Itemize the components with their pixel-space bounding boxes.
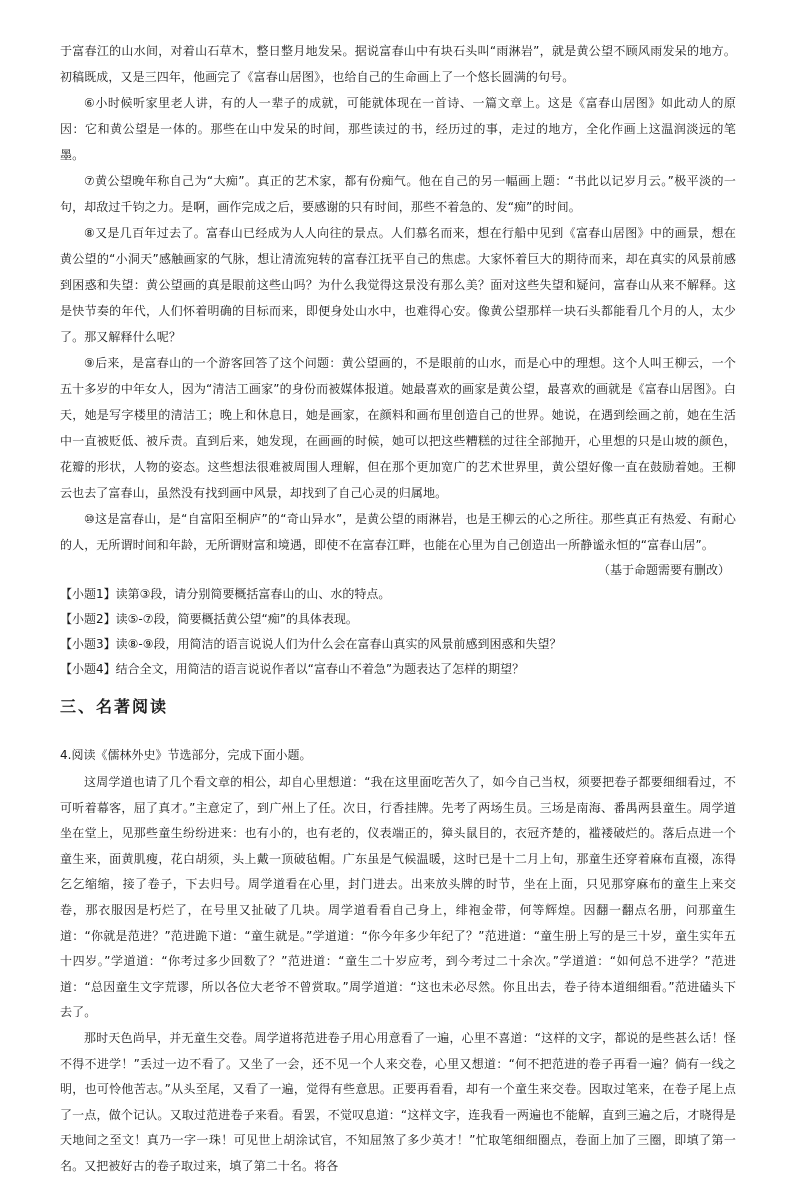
excerpt-paragraph: 那时天色尚早，并无童生交卷。周学道将范进卷子用心用意看了一遍，心里不喜道：“这样的文字，都说的是些甚么话！怪不得不进学！”丢过一边不看了。又坐了一会，还不见一个人来交卷，心里又想道：“何不把范进的卷子再看一遍？倘有一线之明，也可怜他苦志。”从头至尾，又看了一遍，觉得有些意思。正要再看看，却有一个童生来交卷。因取过笔来，在卷子尾上点了一点，做个记认。又取过范进卷子来看。看罢，不觉叹息道：“这样文字，连我看一两遍也不能解，直到三遍之后，才晓得是天地间之至文！真乃一字一珠！可见世上胡涂试官，不知屈煞了多少英才！”忙取笔细细圈点，卷面上加了三圈，即填了第一名。又把被好古的卷子取过来，填了第二十名。将各 [60, 1030, 736, 1173]
item-4 [60, 742, 736, 1180]
question-item: 【小题3】读⑧-⑨段，用简洁的语言说说人们为什么会在富春山真实的风景前感到困惑和失望？ [60, 637, 562, 651]
section-title: 三、名著阅读 [60, 697, 169, 716]
passage-paragraph: ⑥小时候听家里老人讲，有的人一辈子的成就，可能就体现在一首诗、一篇文章上。这是《富春山居图》如此动人的原因：它和黄公望是一体的。那些在山中发呆的时间，那些读过的书，经历过的事，走过的地方，全化作画上这温润淡远的笔墨。 [60, 96, 736, 162]
question-list [60, 582, 736, 682]
passage-paragraph: ⑧又是几百年过去了。富春山已经成为人人向往的景点。人们慕名而来，想在行船中见到《富春山居图》中的画景，想在黄公望的“小洞天”感触画家的气脉，想让清流宛转的富春江抚平自己的焦虑。大家怀着巨大的期待而来，却在真实的风景前感到困惑和失望：黄公望画的真是眼前这些山吗？为什么我觉得这景没有那么美？面对这些失望和疑问，富春山从来不解释。这是快节奏的年代，人们怀着明确的目标而来，即便身处山水中，也难得心安。像黄公望那样一块石头都能看几个月的人，太少了。那又解释什么呢？ [60, 226, 736, 344]
passage-paragraph: ⑦黄公望晚年称自己为“大痴”。真正的艺术家，都有份痴气。他在自己的另一幅画上题：“书此以记岁月云。”极平淡的一句，却敌过千钧之力。是啊，画作完成之后，要感谢的只有时间，那些不着急的、发“痴”的时间。 [60, 174, 736, 214]
passage-paragraph: 于富春江的山水间，对着山石草木，整日整月地发呆。据说富春山中有块石头叫“雨淋岩”，就是黄公望不顾风雨发呆的地方。初稿既成，又是三四年，他画完了《富春山居图》，也给自己的生命画上了一个悠长圆满的句号。 [60, 44, 736, 84]
excerpt-paragraph: 这周学道也请了几个看文章的相公，却自心里想道：“我在这里面吃苦久了，如今自己当权，须要把卷子都要细细看过，不可听着幕客，屈了真才。”主意定了，到广州上了任。次日，行香挂牌。先考了两场生员。三场是南海、番禺两县童生。周学道坐在堂上，见那些童生纷纷进来：也有小的，也有老的，仪表端正的，獐头鼠目的，衣冠齐楚的，褴褛破烂的。落后点进一个童生来，面黄肌瘦，花白胡须，头上戴一顶破毡帽。广东虽是气候温暖，这时已是十二月上旬，那童生还穿着麻布直裰，冻得乞乞缩缩，接了卷子，下去归号。周学道看在心里，封门进去。出来放头牌的时节，坐在上面，只见那穿麻布的童生上来交卷，那衣服因是朽烂了，在号里又扯破了几块。周学道看看自己身上，绯袍金带，何等辉煌。因翻一翻点名册，问那童生道：“你就是范进？”范进跪下道：“童生就是。”学道道：“你今年多少年纪了？”范进道：“童生册上写的是三十岁，童生实年五十四岁。”学道道：“你考过多少回数了？”范进道：“童生二十岁应考，到今考过二十余次。”学道道：“如何总不进学？”范进道：“总因童生文字荒谬，所以各位大老爷不曾赏取。”周学道道：“这也未必尽然。你且出去，卷子待本道细细看。”范进磕头下去了。 [60, 775, 736, 1020]
question-item: 【小题4】结合全文，用简洁的语言说说作者以“富春山不着急”为题表达了怎样的期望？ [60, 662, 525, 676]
question-item: 【小题1】读第③段，请分别简要概括富春山的山、水的特点。 [60, 587, 391, 601]
question-item: 【小题2】读⑤-⑦段，简要概括黄公望“痴”的具体表现。 [60, 612, 358, 626]
passage-paragraph: ⑩这是富春山，是“自富阳至桐庐”的“奇山异水”，是黄公望的雨淋岩，也是王柳云的心之所往。那些真正有热爱、有耐心的人，无所谓时间和年龄，无所谓财富和境遇，即使不在富春江畔，也能在心里为自己创造出一所静谧永恒的“富春山居”。 [60, 512, 736, 552]
reading-passage [60, 38, 736, 582]
item-heading: 4.阅读《儒林外史》节选部分，完成下面小题。 [60, 748, 312, 762]
page-content [60, 38, 736, 1180]
passage-paragraph: ⑨后来，是富春山的一个游客回答了这个问题：黄公望画的，不是眼前的山水，而是心中的理想。这个人叫王柳云，一个五十多岁的中年女人，因为“清洁工画家”的身份而被媒体报道。她最喜欢的画家是黄公望，最喜欢的画就是《富春山居图》。白天，她是写字楼里的清洁工；晚上和休息日，她是画家，在颜料和画布里创造自己的世界。她说，在遇到绘画之前，她在生活中一直被贬低、被斥责。直到后来，她发现，在画画的时候，她可以把这些糟糕的过往全部抛开，心里想的只是山坡的颜色，花瓣的形状，人物的姿态。这些想法很难被周围人理解，但在那个更加宽广的艺术世界里，黄公望好像一直在鼓励着她。王柳云也去了富春山，虽然没有找到画中风景，却找到了自己心灵的归属地。 [60, 356, 736, 500]
source-note: （基于命题需要有删改） [597, 563, 730, 577]
